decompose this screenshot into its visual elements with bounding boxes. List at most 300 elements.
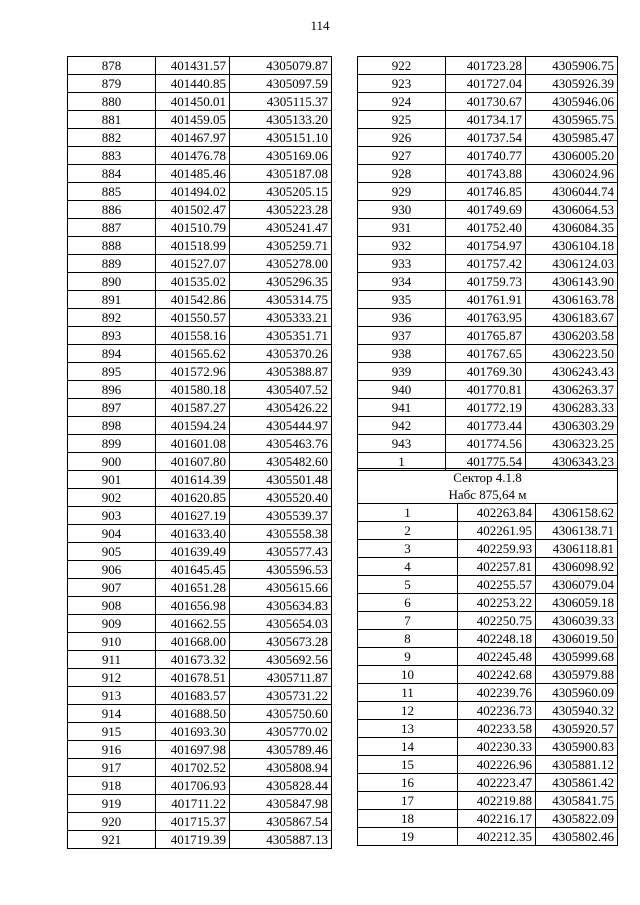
point-number: 883 bbox=[68, 147, 156, 165]
x-coordinate: 401550.57 bbox=[156, 309, 230, 327]
y-coordinate: 4306059.18 bbox=[536, 594, 618, 612]
x-coordinate: 401683.57 bbox=[156, 687, 230, 705]
y-coordinate: 4305847.98 bbox=[230, 795, 332, 813]
point-number: 939 bbox=[358, 363, 446, 381]
table-row bbox=[68, 489, 332, 507]
x-coordinate: 401711.22 bbox=[156, 795, 230, 813]
x-coordinate: 401727.04 bbox=[446, 75, 526, 93]
x-coordinate: 401702.52 bbox=[156, 759, 230, 777]
point-number: 896 bbox=[68, 381, 156, 399]
x-coordinate: 401614.39 bbox=[156, 471, 230, 489]
y-coordinate: 4305692.56 bbox=[230, 651, 332, 669]
y-coordinate: 4306024.96 bbox=[526, 165, 618, 183]
table-row bbox=[358, 201, 618, 219]
table-row bbox=[68, 273, 332, 291]
point-number: 12 bbox=[358, 702, 458, 720]
y-coordinate: 4305388.87 bbox=[230, 363, 332, 381]
table-row bbox=[358, 165, 618, 183]
point-number: 1 bbox=[358, 504, 458, 522]
x-coordinate: 401767.65 bbox=[446, 345, 526, 363]
point-number: 885 bbox=[68, 183, 156, 201]
y-coordinate: 4306079.04 bbox=[536, 576, 618, 594]
point-number: 934 bbox=[358, 273, 446, 291]
point-number: 910 bbox=[68, 633, 156, 651]
table-row bbox=[68, 579, 332, 597]
x-coordinate: 401715.37 bbox=[156, 813, 230, 831]
y-coordinate: 4305278.00 bbox=[230, 255, 332, 273]
y-coordinate: 4305205.15 bbox=[230, 183, 332, 201]
x-coordinate: 401607.80 bbox=[156, 453, 230, 471]
y-coordinate: 4305789.46 bbox=[230, 741, 332, 759]
point-number: 891 bbox=[68, 291, 156, 309]
point-number: 912 bbox=[68, 669, 156, 687]
point-number: 887 bbox=[68, 219, 156, 237]
x-coordinate: 401601.08 bbox=[156, 435, 230, 453]
y-coordinate: 4306138.71 bbox=[536, 522, 618, 540]
table-row bbox=[358, 684, 618, 702]
coordinates-table-left-body bbox=[68, 57, 332, 849]
point-number: 6 bbox=[358, 594, 458, 612]
table-row bbox=[358, 648, 618, 666]
table-row bbox=[68, 57, 332, 75]
point-number: 14 bbox=[358, 738, 458, 756]
coordinates-table-left bbox=[67, 56, 332, 849]
y-coordinate: 4305770.02 bbox=[230, 723, 332, 741]
point-number: 886 bbox=[68, 201, 156, 219]
x-coordinate: 402261.95 bbox=[458, 522, 536, 540]
y-coordinate: 4306163.78 bbox=[526, 291, 618, 309]
y-coordinate: 4305482.60 bbox=[230, 453, 332, 471]
table-row bbox=[358, 666, 618, 684]
y-coordinate: 4305802.46 bbox=[536, 828, 618, 846]
x-coordinate: 401763.95 bbox=[446, 309, 526, 327]
point-number: 926 bbox=[358, 129, 446, 147]
point-number: 16 bbox=[358, 774, 458, 792]
table-row bbox=[68, 255, 332, 273]
y-coordinate: 4306243.43 bbox=[526, 363, 618, 381]
y-coordinate: 4306124.03 bbox=[526, 255, 618, 273]
table-row bbox=[358, 291, 618, 309]
table-row bbox=[68, 741, 332, 759]
point-number: 11 bbox=[358, 684, 458, 702]
x-coordinate: 402230.33 bbox=[458, 738, 536, 756]
y-coordinate: 4305115.37 bbox=[230, 93, 332, 111]
point-number: 924 bbox=[358, 93, 446, 111]
table-row bbox=[68, 597, 332, 615]
y-coordinate: 4305979.88 bbox=[536, 666, 618, 684]
x-coordinate: 401770.81 bbox=[446, 381, 526, 399]
x-coordinate: 401719.39 bbox=[156, 831, 230, 849]
x-coordinate: 401645.45 bbox=[156, 561, 230, 579]
table-row bbox=[68, 615, 332, 633]
point-number: 905 bbox=[68, 543, 156, 561]
y-coordinate: 4305900.83 bbox=[536, 738, 618, 756]
x-coordinate: 401565.62 bbox=[156, 345, 230, 363]
y-coordinate: 4305828.44 bbox=[230, 777, 332, 795]
point-number: 889 bbox=[68, 255, 156, 273]
point-number: 909 bbox=[68, 615, 156, 633]
table-row bbox=[68, 759, 332, 777]
x-coordinate: 401542.86 bbox=[156, 291, 230, 309]
x-coordinate: 401773.44 bbox=[446, 417, 526, 435]
y-coordinate: 4306283.33 bbox=[526, 399, 618, 417]
point-number: 10 bbox=[358, 666, 458, 684]
x-coordinate: 402248.18 bbox=[458, 630, 536, 648]
point-number: 890 bbox=[68, 273, 156, 291]
y-coordinate: 4306044.74 bbox=[526, 183, 618, 201]
y-coordinate: 4305808.94 bbox=[230, 759, 332, 777]
y-coordinate: 4305887.13 bbox=[230, 831, 332, 849]
y-coordinate: 4305351.71 bbox=[230, 327, 332, 345]
x-coordinate: 401668.00 bbox=[156, 633, 230, 651]
point-number: 9 bbox=[358, 648, 458, 666]
table-row bbox=[68, 165, 332, 183]
table-row bbox=[358, 273, 618, 291]
x-coordinate: 401656.98 bbox=[156, 597, 230, 615]
table-row bbox=[68, 363, 332, 381]
y-coordinate: 4305822.09 bbox=[536, 810, 618, 828]
x-coordinate: 401527.07 bbox=[156, 255, 230, 273]
sector-title-row bbox=[358, 469, 618, 487]
point-number: 3 bbox=[358, 540, 458, 558]
table-row bbox=[68, 687, 332, 705]
point-number: 880 bbox=[68, 93, 156, 111]
table-row bbox=[68, 111, 332, 129]
y-coordinate: 4306019.50 bbox=[536, 630, 618, 648]
y-coordinate: 4306263.37 bbox=[526, 381, 618, 399]
y-coordinate: 4305520.40 bbox=[230, 489, 332, 507]
table-row bbox=[68, 471, 332, 489]
x-coordinate: 402242.68 bbox=[458, 666, 536, 684]
point-number: 898 bbox=[68, 417, 156, 435]
x-coordinate: 402253.22 bbox=[458, 594, 536, 612]
x-coordinate: 402239.76 bbox=[458, 684, 536, 702]
point-number: 930 bbox=[358, 201, 446, 219]
y-coordinate: 4305241.47 bbox=[230, 219, 332, 237]
table-row bbox=[68, 75, 332, 93]
table-row bbox=[68, 93, 332, 111]
x-coordinate: 401730.67 bbox=[446, 93, 526, 111]
point-number: 921 bbox=[68, 831, 156, 849]
table-row bbox=[358, 774, 618, 792]
x-coordinate: 402250.75 bbox=[458, 612, 536, 630]
x-coordinate: 401651.28 bbox=[156, 579, 230, 597]
y-coordinate: 4305133.20 bbox=[230, 111, 332, 129]
table-row bbox=[68, 543, 332, 561]
point-number: 8 bbox=[358, 630, 458, 648]
x-coordinate: 401752.40 bbox=[446, 219, 526, 237]
y-coordinate: 4305926.39 bbox=[526, 75, 618, 93]
table-row bbox=[358, 522, 618, 540]
point-number: 884 bbox=[68, 165, 156, 183]
table-row bbox=[68, 327, 332, 345]
table-row bbox=[358, 504, 618, 522]
y-coordinate: 4305946.06 bbox=[526, 93, 618, 111]
y-coordinate: 4305615.66 bbox=[230, 579, 332, 597]
point-number: 17 bbox=[358, 792, 458, 810]
y-coordinate: 4305296.35 bbox=[230, 273, 332, 291]
point-number: 915 bbox=[68, 723, 156, 741]
x-coordinate: 401459.05 bbox=[156, 111, 230, 129]
table-row bbox=[358, 558, 618, 576]
point-number: 900 bbox=[68, 453, 156, 471]
x-coordinate: 401754.97 bbox=[446, 237, 526, 255]
y-coordinate: 4305634.83 bbox=[230, 597, 332, 615]
x-coordinate: 401572.96 bbox=[156, 363, 230, 381]
point-number: 932 bbox=[358, 237, 446, 255]
x-coordinate: 401769.30 bbox=[446, 363, 526, 381]
y-coordinate: 4306158.62 bbox=[536, 504, 618, 522]
point-number: 893 bbox=[68, 327, 156, 345]
sector-table bbox=[357, 468, 618, 846]
table-row bbox=[68, 435, 332, 453]
point-number: 1 bbox=[358, 453, 446, 471]
x-coordinate: 401518.99 bbox=[156, 237, 230, 255]
table-row bbox=[358, 720, 618, 738]
y-coordinate: 4306143.90 bbox=[526, 273, 618, 291]
x-coordinate: 401633.40 bbox=[156, 525, 230, 543]
table-row bbox=[358, 738, 618, 756]
table-row bbox=[358, 129, 618, 147]
y-coordinate: 4306098.92 bbox=[536, 558, 618, 576]
table-row bbox=[68, 453, 332, 471]
y-coordinate: 4305151.10 bbox=[230, 129, 332, 147]
y-coordinate: 4306203.58 bbox=[526, 327, 618, 345]
point-number: 936 bbox=[358, 309, 446, 327]
y-coordinate: 4305920.57 bbox=[536, 720, 618, 738]
y-coordinate: 4305314.75 bbox=[230, 291, 332, 309]
x-coordinate: 401706.93 bbox=[156, 777, 230, 795]
x-coordinate: 401774.56 bbox=[446, 435, 526, 453]
x-coordinate: 402245.48 bbox=[458, 648, 536, 666]
table-row bbox=[358, 435, 618, 453]
point-number: 943 bbox=[358, 435, 446, 453]
point-number: 923 bbox=[358, 75, 446, 93]
point-number: 940 bbox=[358, 381, 446, 399]
x-coordinate: 401510.79 bbox=[156, 219, 230, 237]
coordinates-table-right-top bbox=[357, 56, 618, 471]
point-number: 19 bbox=[358, 828, 458, 846]
table-row bbox=[68, 309, 332, 327]
x-coordinate: 401580.18 bbox=[156, 381, 230, 399]
table-row bbox=[358, 237, 618, 255]
y-coordinate: 4305654.03 bbox=[230, 615, 332, 633]
y-coordinate: 4305841.75 bbox=[536, 792, 618, 810]
table-row bbox=[358, 828, 618, 846]
table-row bbox=[358, 93, 618, 111]
point-number: 907 bbox=[68, 579, 156, 597]
table-row bbox=[358, 363, 618, 381]
table-row bbox=[358, 594, 618, 612]
y-coordinate: 4306005.20 bbox=[526, 147, 618, 165]
table-row bbox=[68, 147, 332, 165]
x-coordinate: 401440.85 bbox=[156, 75, 230, 93]
point-number: 927 bbox=[358, 147, 446, 165]
point-number: 938 bbox=[358, 345, 446, 363]
point-number: 903 bbox=[68, 507, 156, 525]
table-row bbox=[358, 756, 618, 774]
y-coordinate: 4305079.87 bbox=[230, 57, 332, 75]
y-coordinate: 4306039.33 bbox=[536, 612, 618, 630]
point-number: 937 bbox=[358, 327, 446, 345]
y-coordinate: 4305558.38 bbox=[230, 525, 332, 543]
x-coordinate: 401688.50 bbox=[156, 705, 230, 723]
point-number: 892 bbox=[68, 309, 156, 327]
table-row bbox=[68, 813, 332, 831]
sector-height-row bbox=[358, 486, 618, 504]
table-row bbox=[68, 669, 332, 687]
table-row bbox=[68, 525, 332, 543]
x-coordinate: 401673.32 bbox=[156, 651, 230, 669]
point-number: 928 bbox=[358, 165, 446, 183]
point-number: 901 bbox=[68, 471, 156, 489]
table-row bbox=[358, 576, 618, 594]
y-coordinate: 4305596.53 bbox=[230, 561, 332, 579]
x-coordinate: 401775.54 bbox=[446, 453, 526, 471]
table-row bbox=[68, 507, 332, 525]
table-row bbox=[358, 345, 618, 363]
x-coordinate: 401535.02 bbox=[156, 273, 230, 291]
point-number: 911 bbox=[68, 651, 156, 669]
x-coordinate: 401740.77 bbox=[446, 147, 526, 165]
table-row bbox=[68, 237, 332, 255]
table-row bbox=[358, 630, 618, 648]
x-coordinate: 401772.19 bbox=[446, 399, 526, 417]
y-coordinate: 4305444.97 bbox=[230, 417, 332, 435]
table-row bbox=[68, 777, 332, 795]
y-coordinate: 4306104.18 bbox=[526, 237, 618, 255]
point-number: 917 bbox=[68, 759, 156, 777]
x-coordinate: 402212.35 bbox=[458, 828, 536, 846]
table-row bbox=[68, 795, 332, 813]
y-coordinate: 4305940.32 bbox=[536, 702, 618, 720]
x-coordinate: 401558.16 bbox=[156, 327, 230, 345]
y-coordinate: 4305999.68 bbox=[536, 648, 618, 666]
y-coordinate: 4305333.21 bbox=[230, 309, 332, 327]
point-number: 904 bbox=[68, 525, 156, 543]
x-coordinate: 401450.01 bbox=[156, 93, 230, 111]
y-coordinate: 4305463.76 bbox=[230, 435, 332, 453]
point-number: 902 bbox=[68, 489, 156, 507]
x-coordinate: 401737.54 bbox=[446, 129, 526, 147]
table-row bbox=[68, 201, 332, 219]
x-coordinate: 401639.49 bbox=[156, 543, 230, 561]
x-coordinate: 401723.28 bbox=[446, 57, 526, 75]
table-row bbox=[68, 723, 332, 741]
y-coordinate: 4305711.87 bbox=[230, 669, 332, 687]
y-coordinate: 4306303.29 bbox=[526, 417, 618, 435]
x-coordinate: 402236.73 bbox=[458, 702, 536, 720]
table-row bbox=[358, 702, 618, 720]
y-coordinate: 4305407.52 bbox=[230, 381, 332, 399]
point-number: 920 bbox=[68, 813, 156, 831]
sector-title: Сектор 4.1.8 bbox=[358, 469, 618, 487]
y-coordinate: 4305259.71 bbox=[230, 237, 332, 255]
point-number: 941 bbox=[358, 399, 446, 417]
table-row bbox=[358, 399, 618, 417]
y-coordinate: 4305187.08 bbox=[230, 165, 332, 183]
x-coordinate: 401494.02 bbox=[156, 183, 230, 201]
point-number: 922 bbox=[358, 57, 446, 75]
table-row bbox=[358, 75, 618, 93]
point-number: 906 bbox=[68, 561, 156, 579]
coordinates-table-right-top-body bbox=[358, 57, 618, 471]
x-coordinate: 401693.30 bbox=[156, 723, 230, 741]
table-row bbox=[68, 183, 332, 201]
table-row bbox=[358, 255, 618, 273]
x-coordinate: 401678.51 bbox=[156, 669, 230, 687]
table-row bbox=[68, 219, 332, 237]
table-row bbox=[358, 183, 618, 201]
table-row bbox=[68, 651, 332, 669]
point-number: 933 bbox=[358, 255, 446, 273]
table-row bbox=[68, 633, 332, 651]
x-coordinate: 402255.57 bbox=[458, 576, 536, 594]
x-coordinate: 402216.17 bbox=[458, 810, 536, 828]
point-number: 914 bbox=[68, 705, 156, 723]
table-row bbox=[68, 381, 332, 399]
point-number: 916 bbox=[68, 741, 156, 759]
point-number: 13 bbox=[358, 720, 458, 738]
x-coordinate: 401746.85 bbox=[446, 183, 526, 201]
x-coordinate: 401620.85 bbox=[156, 489, 230, 507]
x-coordinate: 401757.42 bbox=[446, 255, 526, 273]
y-coordinate: 4305906.75 bbox=[526, 57, 618, 75]
y-coordinate: 4305577.43 bbox=[230, 543, 332, 561]
y-coordinate: 4306343.23 bbox=[526, 453, 618, 471]
x-coordinate: 401627.19 bbox=[156, 507, 230, 525]
y-coordinate: 4305097.59 bbox=[230, 75, 332, 93]
x-coordinate: 401594.24 bbox=[156, 417, 230, 435]
x-coordinate: 401761.91 bbox=[446, 291, 526, 309]
y-coordinate: 4306183.67 bbox=[526, 309, 618, 327]
x-coordinate: 401485.46 bbox=[156, 165, 230, 183]
x-coordinate: 401476.78 bbox=[156, 147, 230, 165]
point-number: 913 bbox=[68, 687, 156, 705]
x-coordinate: 402233.58 bbox=[458, 720, 536, 738]
y-coordinate: 4305731.22 bbox=[230, 687, 332, 705]
point-number: 925 bbox=[358, 111, 446, 129]
table-row bbox=[358, 57, 618, 75]
x-coordinate: 401749.69 bbox=[446, 201, 526, 219]
y-coordinate: 4305426.22 bbox=[230, 399, 332, 417]
x-coordinate: 401467.97 bbox=[156, 129, 230, 147]
x-coordinate: 401759.73 bbox=[446, 273, 526, 291]
point-number: 881 bbox=[68, 111, 156, 129]
y-coordinate: 4305539.37 bbox=[230, 507, 332, 525]
point-number: 895 bbox=[68, 363, 156, 381]
table-row bbox=[68, 291, 332, 309]
sector-height: Набс 875,64 м bbox=[358, 486, 618, 504]
y-coordinate: 4305169.06 bbox=[230, 147, 332, 165]
y-coordinate: 4305867.54 bbox=[230, 813, 332, 831]
point-number: 899 bbox=[68, 435, 156, 453]
x-coordinate: 402223.47 bbox=[458, 774, 536, 792]
point-number: 882 bbox=[68, 129, 156, 147]
y-coordinate: 4305985.47 bbox=[526, 129, 618, 147]
x-coordinate: 401743.88 bbox=[446, 165, 526, 183]
table-row bbox=[358, 810, 618, 828]
y-coordinate: 4305881.12 bbox=[536, 756, 618, 774]
page-number: 114 bbox=[310, 18, 330, 33]
x-coordinate: 401587.27 bbox=[156, 399, 230, 417]
point-number: 888 bbox=[68, 237, 156, 255]
table-row bbox=[68, 417, 332, 435]
point-number: 7 bbox=[358, 612, 458, 630]
table-row bbox=[68, 345, 332, 363]
point-number: 2 bbox=[358, 522, 458, 540]
point-number: 15 bbox=[358, 756, 458, 774]
